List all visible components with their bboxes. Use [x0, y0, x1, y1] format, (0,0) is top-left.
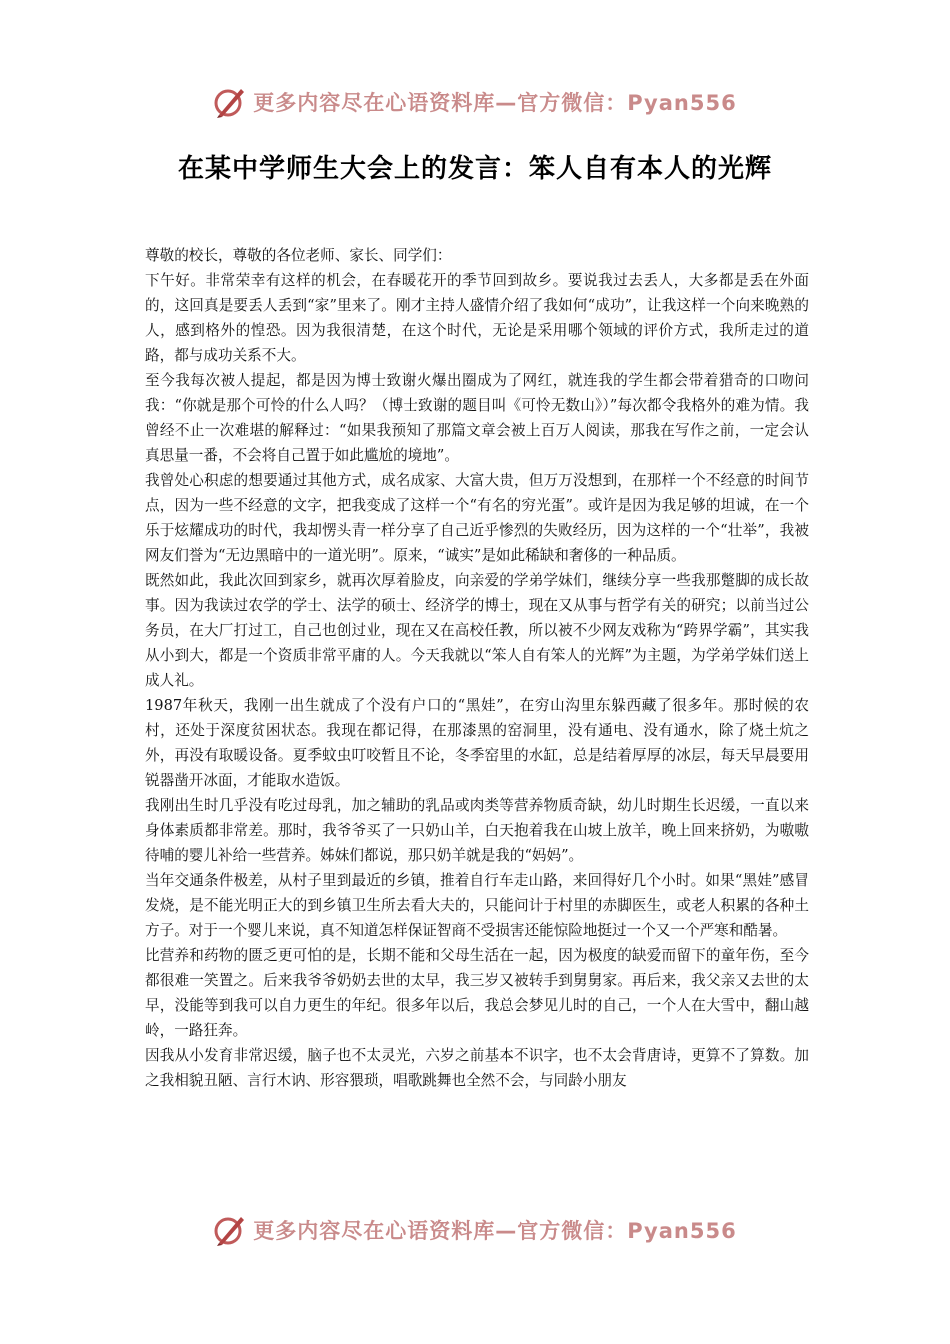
- paragraph: 比营养和药物的匮乏更可怕的是，长期不能和父母生活在一起，因为极度的缺爱而留下的童年伤，至今都很难一笑置之。后来我爷爷奶奶去世的太早，我三岁又被转手到舅舅家。再后来，我父亲又去世的太早，没能等到我可以自力更生的年纪。很多年以后，我总会梦见儿时的自己，一个人在大雪中，翻山越岭，一路狂奔。: [145, 947, 809, 1039]
- paragraph: 既然如此，我此次回到家乡，就再次厚着脸皮，向亲爱的学弟学妹们，继续分享一些我那蹩脚的成长故事。因为我读过农学的学士、法学的硕士、经济学的博士，现在又从事与哲学有关的研究；以前当过公务员，在大厂打过工，自己也创过业，现在又在高校任教，所以被不少网友戏称为“跨界学霸”，其实我从小到大，都是一个资质非常平庸的人。今天我就以“笨人自有笨人的光辉”为主题，为学弟学妹们送上成人礼。: [145, 572, 809, 689]
- watermark-text-bottom: 更多内容尽在心语资料库—官方微信：Pyan556: [253, 1219, 737, 1243]
- document-body: [145, 243, 809, 1093]
- paragraph: 下午好。非常荣幸有这样的机会，在春暖花开的季节回到故乡。要说我过去丢人，大多都是丢在外面的，这回真是要丢人丢到“家”里来了。刚才主持人盛情介绍了我如何“成功”，让我这样一个向来晚熟的人，感到格外的惶恐。因为我很清楚，在这个时代，无论是采用哪个领域的评价方式，我所走过的道路，都与成功关系不大。: [145, 272, 809, 364]
- pen-logo-icon: [213, 1213, 247, 1247]
- paragraph: 1987年秋天，我刚一出生就成了个没有户口的“黑娃”，在穷山沟里东躲西藏了很多年。那时候的农村，还处于深度贫困状态。我现在都记得，在那漆黑的窑洞里，没有通电、没有通水，除了烧土炕之外，再没有取暖设备。夏季蚊虫叮咬暂且不论，冬季窑里的水缸，总是结着厚厚的冰层，每天早晨要用锐器凿开冰面，才能取水造饭。: [145, 697, 809, 789]
- paragraph: 至今我每次被人提起，都是因为博士致谢火爆出圈成为了网红，就连我的学生都会带着猎奇的口吻问我：“你就是那个可怜的什么人吗？（博士致谢的题目叫《可怜无数山》）”每次都令我格外的难为情。我曾经不止一次难堪的解释过：“如果我预知了那篇文章会被上百万人阅读，那我在写作之前，一定会认真思量一番，不会将自己置于如此尴尬的境地”。: [145, 372, 809, 464]
- watermark-banner-bottom: [0, 1208, 950, 1252]
- greeting: 尊敬的校长，尊敬的各位老师、家长、同学们：: [145, 247, 452, 264]
- paragraph: 我刚出生时几乎没有吃过母乳，加之辅助的乳品或肉类等营养物质奇缺，幼儿时期生长迟缓，一直以来身体素质都非常差。那时，我爷爷买了一只奶山羊，白天抱着我在山坡上放羊，晚上回来挤奶，为嗷嗷待哺的婴儿补给一些营养。姊妹们都说，那只奶羊就是我的“妈妈”。: [145, 797, 809, 864]
- paragraph: 因我从小发育非常迟缓，脑子也不太灵光，六岁之前基本不识字，也不太会背唐诗，更算不了算数。加之我相貌丑陋、言行木讷、形容猥琐，唱歌跳舞也全然不会，与同龄小朋友: [145, 1047, 809, 1089]
- paragraph: 当年交通条件极差，从村子里到最近的乡镇，推着自行车走山路，来回得好几个小时。如果“黑娃”感冒发烧，是不能光明正大的到乡镇卫生所去看大夫的，只能问计于村里的赤脚医生，或老人积累的各种土方子。对于一个婴儿来说，真不知道怎样保证智商不受损害还能惊险地挺过一个又一个严寒和酷暑。: [145, 872, 809, 939]
- watermark-text-top: 更多内容尽在心语资料库—官方微信：Pyan556: [253, 91, 737, 115]
- watermark-banner-top: [0, 80, 950, 124]
- document-title: 在某中学师生大会上的发言：笨人自有本人的光辉: [177, 154, 772, 184]
- paragraph: 我曾处心积虑的想要通过其他方式，成名成家、大富大贵，但万万没想到，在那样一个不经意的时间节点，因为一些不经意的文字，把我变成了这样一个“有名的穷光蛋”。或许是因为我足够的坦诚，在一个乐于炫耀成功的时代，我却愣头青一样分享了自己近乎惨烈的失败经历，因为这样的一个“壮举”，我被网友们誉为“无边黑暗中的一道光明”。原来，“诚实”是如此稀缺和奢侈的一种品质。: [145, 472, 809, 564]
- pen-logo-icon: [213, 85, 247, 119]
